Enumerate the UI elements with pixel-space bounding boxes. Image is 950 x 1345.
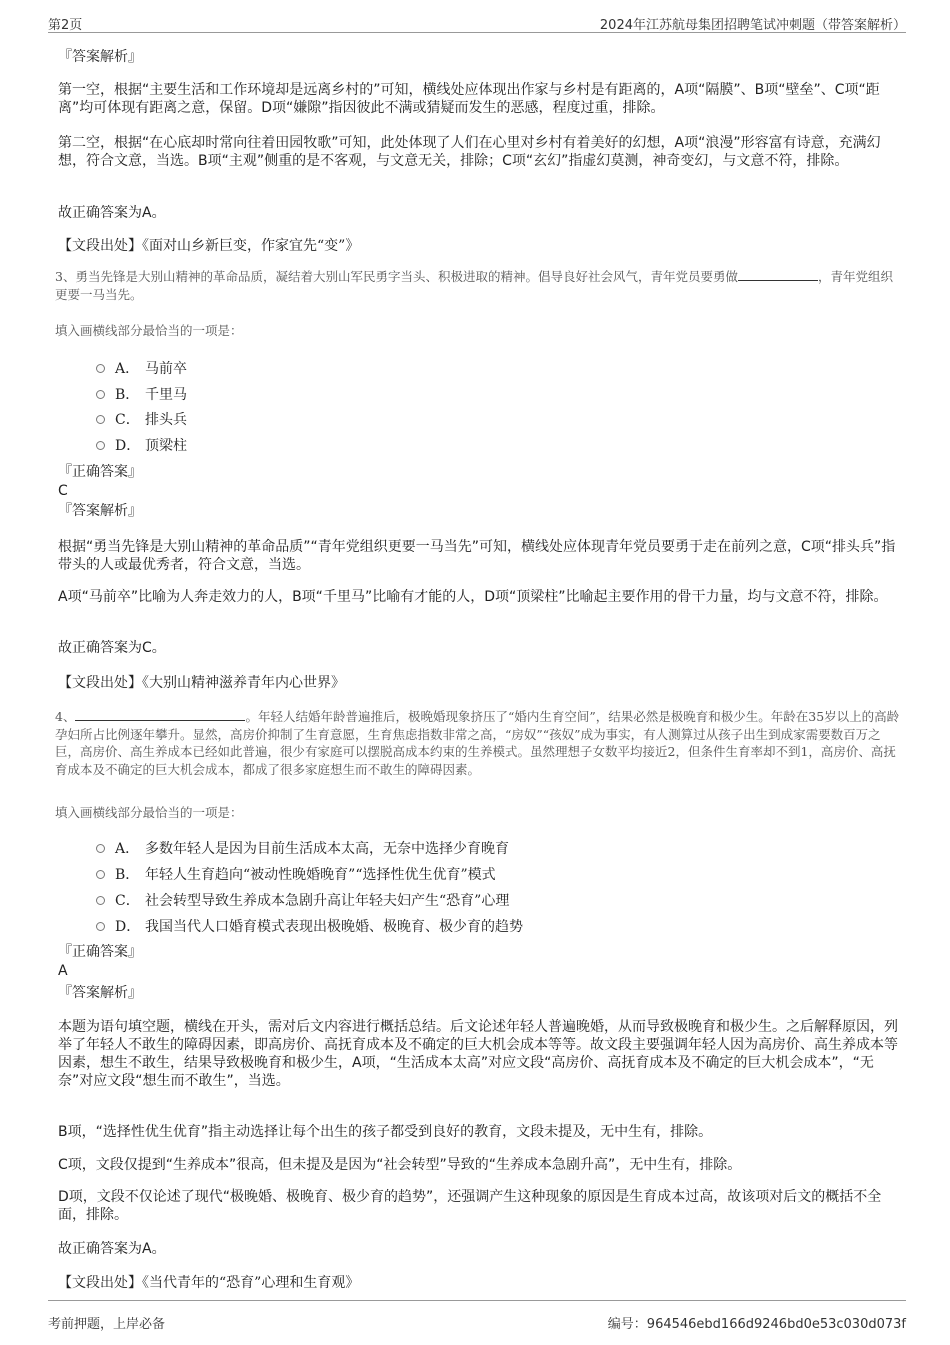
page-number: 第2页 — [48, 18, 83, 33]
q3-source: 【文段出处】《大别山精神滋养青年内心世界》 — [58, 675, 345, 691]
q4-blank — [75, 720, 245, 721]
q2-analysis-label: 『答案解析』 — [58, 49, 142, 65]
q4-prompt: 填入画横线部分最恰当的一项是： — [55, 805, 243, 820]
q4-question-text: 4、 。年轻人结婚年龄普遍推后，极晚婚现象挤压了“婚内生育空间”，结果必然是极晚育和极少生。年龄在35岁以上的高龄孕妇所占比例逐年攀升。显然，高房价抑制了生育意愿，生育焦虑指数非常之高，“房奴”“孩奴”成为事实，有人测算过从孩子出生到成家需要数百万之巨，高房价、高生养成本已经如此普遍，很少有家庭可以摆脱高成本约束的生养模式。虽然理想子女数平均接近2，但条件生育率却不到1，高房价、高抚育成本及不确定的巨大机会成本，都成了很多家庭想生而不敢生的障碍因素。 — [55, 709, 900, 777]
q3-option-b[interactable]: B． 千里马 — [96, 384, 187, 404]
q2-analysis-p1: 第一空，根据“主要生活和工作环境却是远离乡村的”可知，横线处应体现出作家与乡村是有距离的，A项“隔膜”、B项“壁垒”、C项“距离”均可体现有距离之意，保留。D项“嫌隙”指因彼此不满或猜疑而发生的恶感，程度过重，排除。 — [58, 82, 880, 116]
q4-option-c[interactable]: C． 社会转型导致生养成本急剧升高让年轻夫妇产生“恐育”心理 — [96, 890, 509, 910]
q4-analysis-p3: C项，文段仅提到“生养成本”很高，但未提及是因为“社会转型”导致的“生养成本急剧升高”，无中生有，排除。 — [58, 1157, 742, 1173]
q3-prompt: 填入画横线部分最恰当的一项是： — [55, 323, 243, 338]
q3-question-text: 3、勇当先锋是大别山精神的革命品质，凝结着大别山军民勇字当头、积极进取的精神。倡导良好社会风气，青年党员要勇做 ，青年党组织更要一马当先。 — [55, 269, 893, 302]
q3-answer: C — [58, 483, 68, 499]
q4-conclusion: 故正确答案为A。 — [58, 1241, 166, 1257]
q4-answer: A — [58, 963, 68, 979]
q3-option-a[interactable]: A． 马前卒 — [96, 358, 187, 378]
q3-analysis-label: 『答案解析』 — [58, 503, 142, 519]
q4-option-b[interactable]: B． 年轻人生育趋向“被动性晚婚晚育”“选择性优生优育”模式 — [96, 864, 496, 884]
q3-option-c[interactable]: C． 排头兵 — [96, 409, 187, 429]
q3-answer-label: 『正确答案』 — [58, 464, 142, 480]
radio-icon[interactable] — [96, 844, 105, 853]
q3-analysis-p1: 根据“勇当先锋是大别山精神的革命品质”“青年党组织更要一马当先”可知，横线处应体现青年党员要勇于走在前列之意，C项“排头兵”指带头的人或最优秀者，符合文意，当选。 — [58, 539, 896, 573]
q4-analysis-p2: B项，“选择性优生优育”指主动选择让每个出生的孩子都受到良好的教育，文段未提及，无中生有，排除。 — [58, 1124, 713, 1140]
document-id: 编号：964546ebd166d9246bd0e53c030d073f — [607, 1317, 906, 1332]
radio-icon[interactable] — [96, 441, 105, 450]
q3-analysis-p2: A项“马前卒”比喻为人奔走效力的人，B项“千里马”比喻有才能的人，D项“顶梁柱”比喻起主要作用的骨干力量，均与文意不符，排除。 — [58, 589, 888, 605]
q4-option-d[interactable]: D． 我国当代人口婚育模式表现出极晚婚、极晚育、极少育的趋势 — [96, 916, 523, 936]
page-content — [0, 38, 950, 1298]
radio-icon[interactable] — [96, 870, 105, 879]
footer-slogan: 考前押题，上岸必备 — [48, 1317, 166, 1332]
q2-analysis-p2: 第二空，根据“在心底却时常向往着田园牧歌”可知，此处体现了人们在心里对乡村有着美好的幻想，A项“浪漫”形容富有诗意，充满幻想，符合文意，当选。B项“主观”侧重的是不客观，与文意无关，排除；C项“玄幻”指虚幻莫测，神奇变幻，与文意不符，排除。 — [58, 135, 881, 169]
q4-analysis-label: 『答案解析』 — [58, 985, 142, 1001]
q2-source: 【文段出处】《面对山乡新巨变，作家宜先“变”》 — [58, 238, 360, 254]
q4-analysis-p1: 本题为语句填空题，横线在开头，需对后文内容进行概括总结。后文论述年轻人普遍晚婚，从而导致极晚育和极少生。之后解释原因，列举了年轻人不敢生的障碍因素，即高房价、高抚育成本及不确定的巨大机会成本等等。故文段主要强调年轻人因为高房价、高生养成本等因素，想生不敢生，结果导致极晚育和极少生，A项，“生活成本太高”对应文段“高房价、高抚育成本及不确定的巨大机会成本”，“无奈”对应文段“想生而不敢生”，当选。 — [58, 1019, 898, 1089]
radio-icon[interactable] — [96, 415, 105, 424]
page-header — [48, 12, 906, 33]
q4-option-a[interactable]: A． 多数年轻人是因为目前生活成本太高，无奈中选择少育晚育 — [96, 838, 509, 858]
page-footer — [48, 1300, 906, 1331]
radio-icon[interactable] — [96, 390, 105, 399]
q3-conclusion: 故正确答案为C。 — [58, 640, 166, 656]
radio-icon[interactable] — [96, 922, 105, 931]
q3-blank — [738, 280, 818, 281]
q2-conclusion: 故正确答案为A。 — [58, 205, 166, 221]
q3-option-d[interactable]: D． 顶梁柱 — [96, 435, 187, 455]
radio-icon[interactable] — [96, 364, 105, 373]
q4-analysis-p4: D项，文段不仅论述了现代“极晚婚、极晚育、极少育的趋势”，还强调产生这种现象的原因是生育成本过高，故该项对后文的概括不全面，排除。 — [58, 1189, 882, 1223]
q4-source: 【文段出处】《当代青年的“恐育”心理和生育观》 — [58, 1275, 360, 1291]
radio-icon[interactable] — [96, 896, 105, 905]
q4-answer-label: 『正确答案』 — [58, 944, 142, 960]
document-title: 2024年江苏航母集团招聘笔试冲刺题（带答案解析） — [599, 18, 906, 33]
